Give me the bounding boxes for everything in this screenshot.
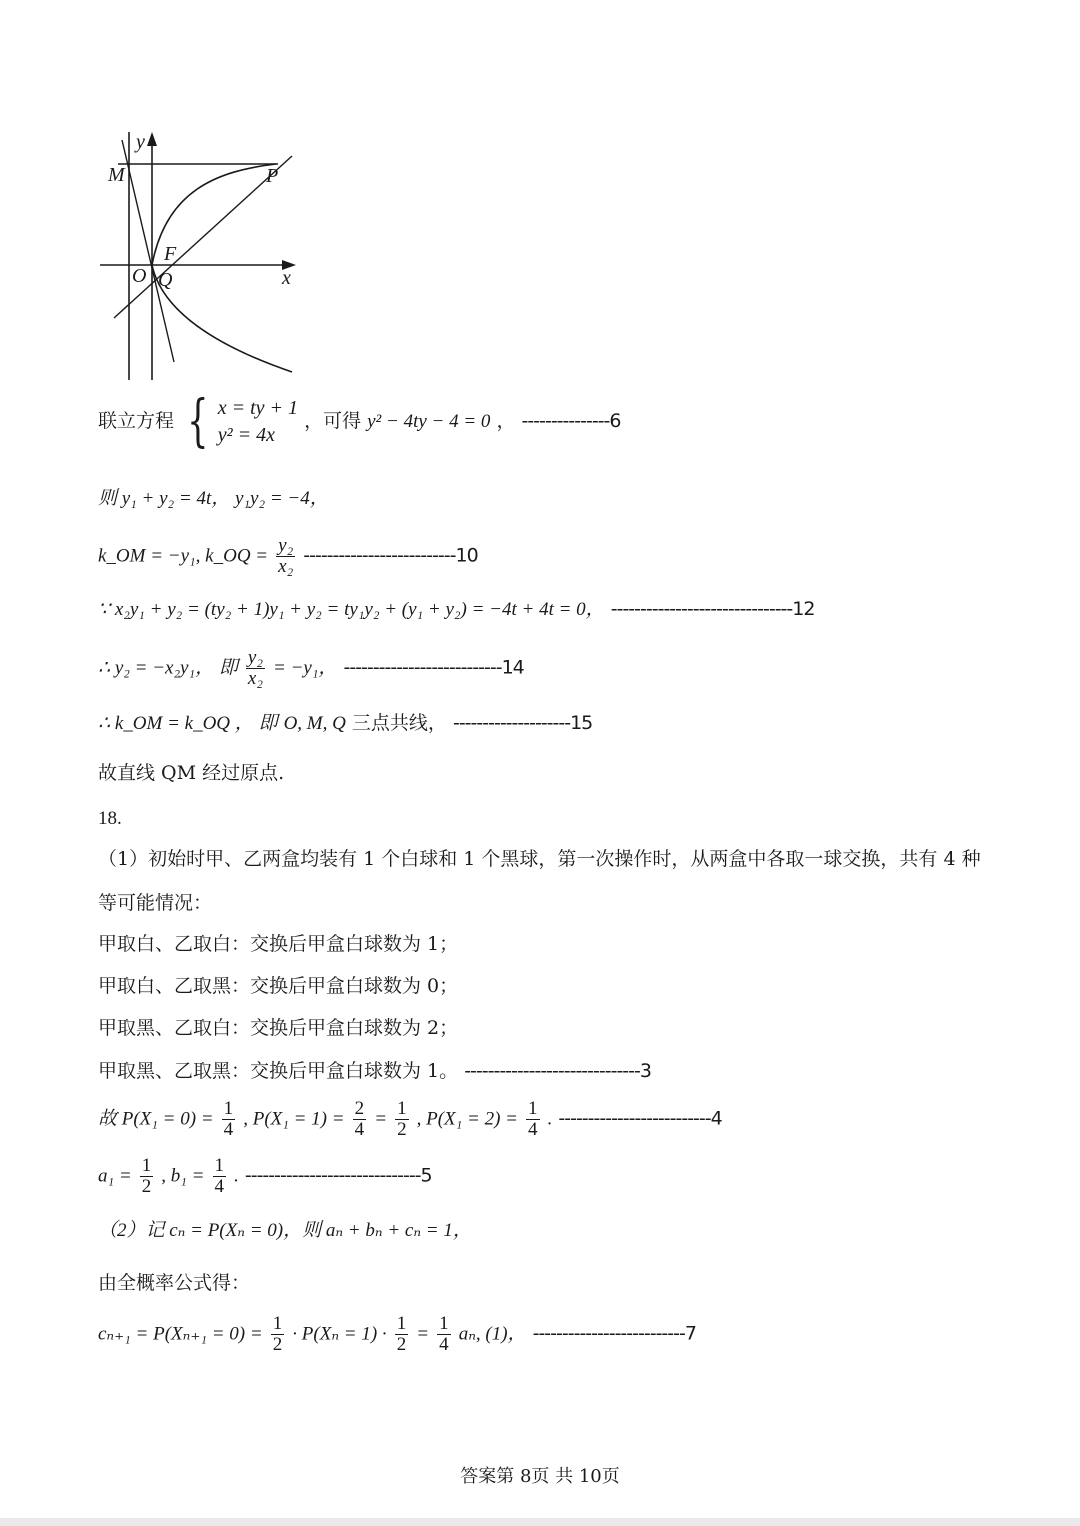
score-mark: ---------------6 [521, 410, 621, 432]
line-recurrence: cₙ₊₁ = P(Xₙ₊₁ = 0) = $\frac{1}{2}$ · P(Xₙ = 1) · $\frac{1}{2}$ = $\frac{1}{4}$ aₙ, (1)， --------------------------7 [98, 1313, 696, 1355]
score-mark: --------------------------7 [532, 1322, 696, 1345]
line-case-4: 甲取黑、乙取黑：交换后甲盒白球数为 1。 ------------------------------3 [98, 1060, 651, 1082]
line-case-3: 甲取黑、乙取白：交换后甲盒白球数为 2； [98, 1017, 459, 1039]
question-number: 18. [98, 808, 122, 829]
line-conclusion: 故直线 QM 经过原点. [98, 762, 285, 784]
line-slopes: k_OM = −y₁, k_OQ = $\frac{\text{y₂}}{\text{x₂}}$ --------------------------10 [98, 535, 478, 577]
parabola-curve [152, 164, 292, 372]
line-because: ∵ x₂y₁ + y₂ = (ty₂ + 1)y₁ + y₂ = ty₁y₂ + (y₁ + y₂) = −4t + 4t = 0， -------------------------------12 [98, 598, 815, 620]
line-therefore-1: ∴ y₂ = −x₂y₁， 即 $\frac{\text{y₂}}{\text{x₂}}$ = −y₁， ---------------------------14 [98, 647, 524, 689]
score-mark: --------------------------10 [303, 544, 478, 567]
fraction: $\frac{1}{4}$ [439, 1313, 449, 1355]
score-mark: ------------------------------5 [244, 1164, 432, 1187]
score-mark: -------------------------------12 [610, 598, 815, 620]
fraction: $\frac{1}{4}$ [223, 1098, 234, 1140]
equation-system: { x = ty + 1 y² = 4x [187, 389, 299, 454]
fraction: $\frac{1}{2}$ [141, 1155, 152, 1197]
line-distribution: 故 P(X₁ = 0) = $\frac{1}{4}$ , P(X₁ = 1) = $\frac{2}{4}$ = $\frac{1}{2}$ , P(X₁ = 2) = $\frac{1}{4}$ . --------------------------4 [98, 1098, 722, 1140]
fraction: $\frac{\text{y₂}}{\text{x₂}}$ [278, 535, 294, 577]
line-total-prob: 由全概率公式得： [98, 1272, 251, 1294]
line-part1-intro: （1）初始时甲、乙两盒均装有 1 个白球和 1 个黑球，第一次操作时，从两盒中各取一球交换，共有 4 种 [98, 848, 981, 870]
line-case-1: 甲取白、乙取白：交换后甲盒白球数为 1； [98, 933, 459, 955]
label-O: O [132, 265, 147, 287]
line-part2: （2）记 cₙ = P(Xₙ = 0)，则 aₙ + bₙ + cₙ = 1， [98, 1220, 472, 1241]
fraction: $\frac{1}{4}$ [214, 1155, 225, 1197]
score-mark: ------------------------------3 [464, 1060, 651, 1082]
fraction: $\frac{2}{4}$ [354, 1098, 365, 1140]
bottom-divider [0, 1518, 1080, 1526]
line-a1-b1: a₁ = $\frac{1}{2}$ , b₁ = $\frac{1}{4}$ . ------------------------------5 [98, 1155, 432, 1197]
line-cases-intro: 等可能情况： [98, 892, 213, 914]
score-mark: --------------------15 [452, 712, 593, 734]
fraction: $\frac{1}{2}$ [272, 1313, 283, 1355]
line-therefore-2: ∴ k_OM = k_OQ ， 即 O, M, Q 三点共线， --------------------15 [98, 712, 593, 734]
fraction: $\frac{1}{2}$ [397, 1098, 407, 1140]
line-system: 联立方程 { x = ty + 1 y² = 4x ，可得 y² − 4ty − 4 = 0 ， ---------------6 [98, 389, 621, 454]
fraction: $\frac{1}{4}$ [528, 1098, 538, 1140]
label-x: x [282, 267, 291, 289]
line-vieta: 则 y₁ + y₂ = 4t， y₁y₂ = −4， [98, 488, 329, 509]
label-P: P [266, 165, 279, 187]
parabola-figure [96, 126, 306, 386]
line-case-2: 甲取白、乙取黑：交换后甲盒白球数为 0； [98, 975, 459, 997]
label-F: F [164, 243, 177, 265]
label-Q: Q [158, 269, 173, 291]
fraction: $\frac{\text{y₂}}{\text{x₂}}$ [247, 647, 263, 689]
fraction: $\frac{1}{2}$ [396, 1313, 407, 1355]
label-M: M [108, 164, 125, 186]
page-footer: 答案第 8页 共 10页 [460, 1466, 620, 1487]
score-mark: ---------------------------14 [343, 656, 524, 679]
score-mark: --------------------------4 [558, 1107, 722, 1130]
y-axis-arrow [147, 132, 157, 146]
label-y: y [136, 131, 145, 153]
